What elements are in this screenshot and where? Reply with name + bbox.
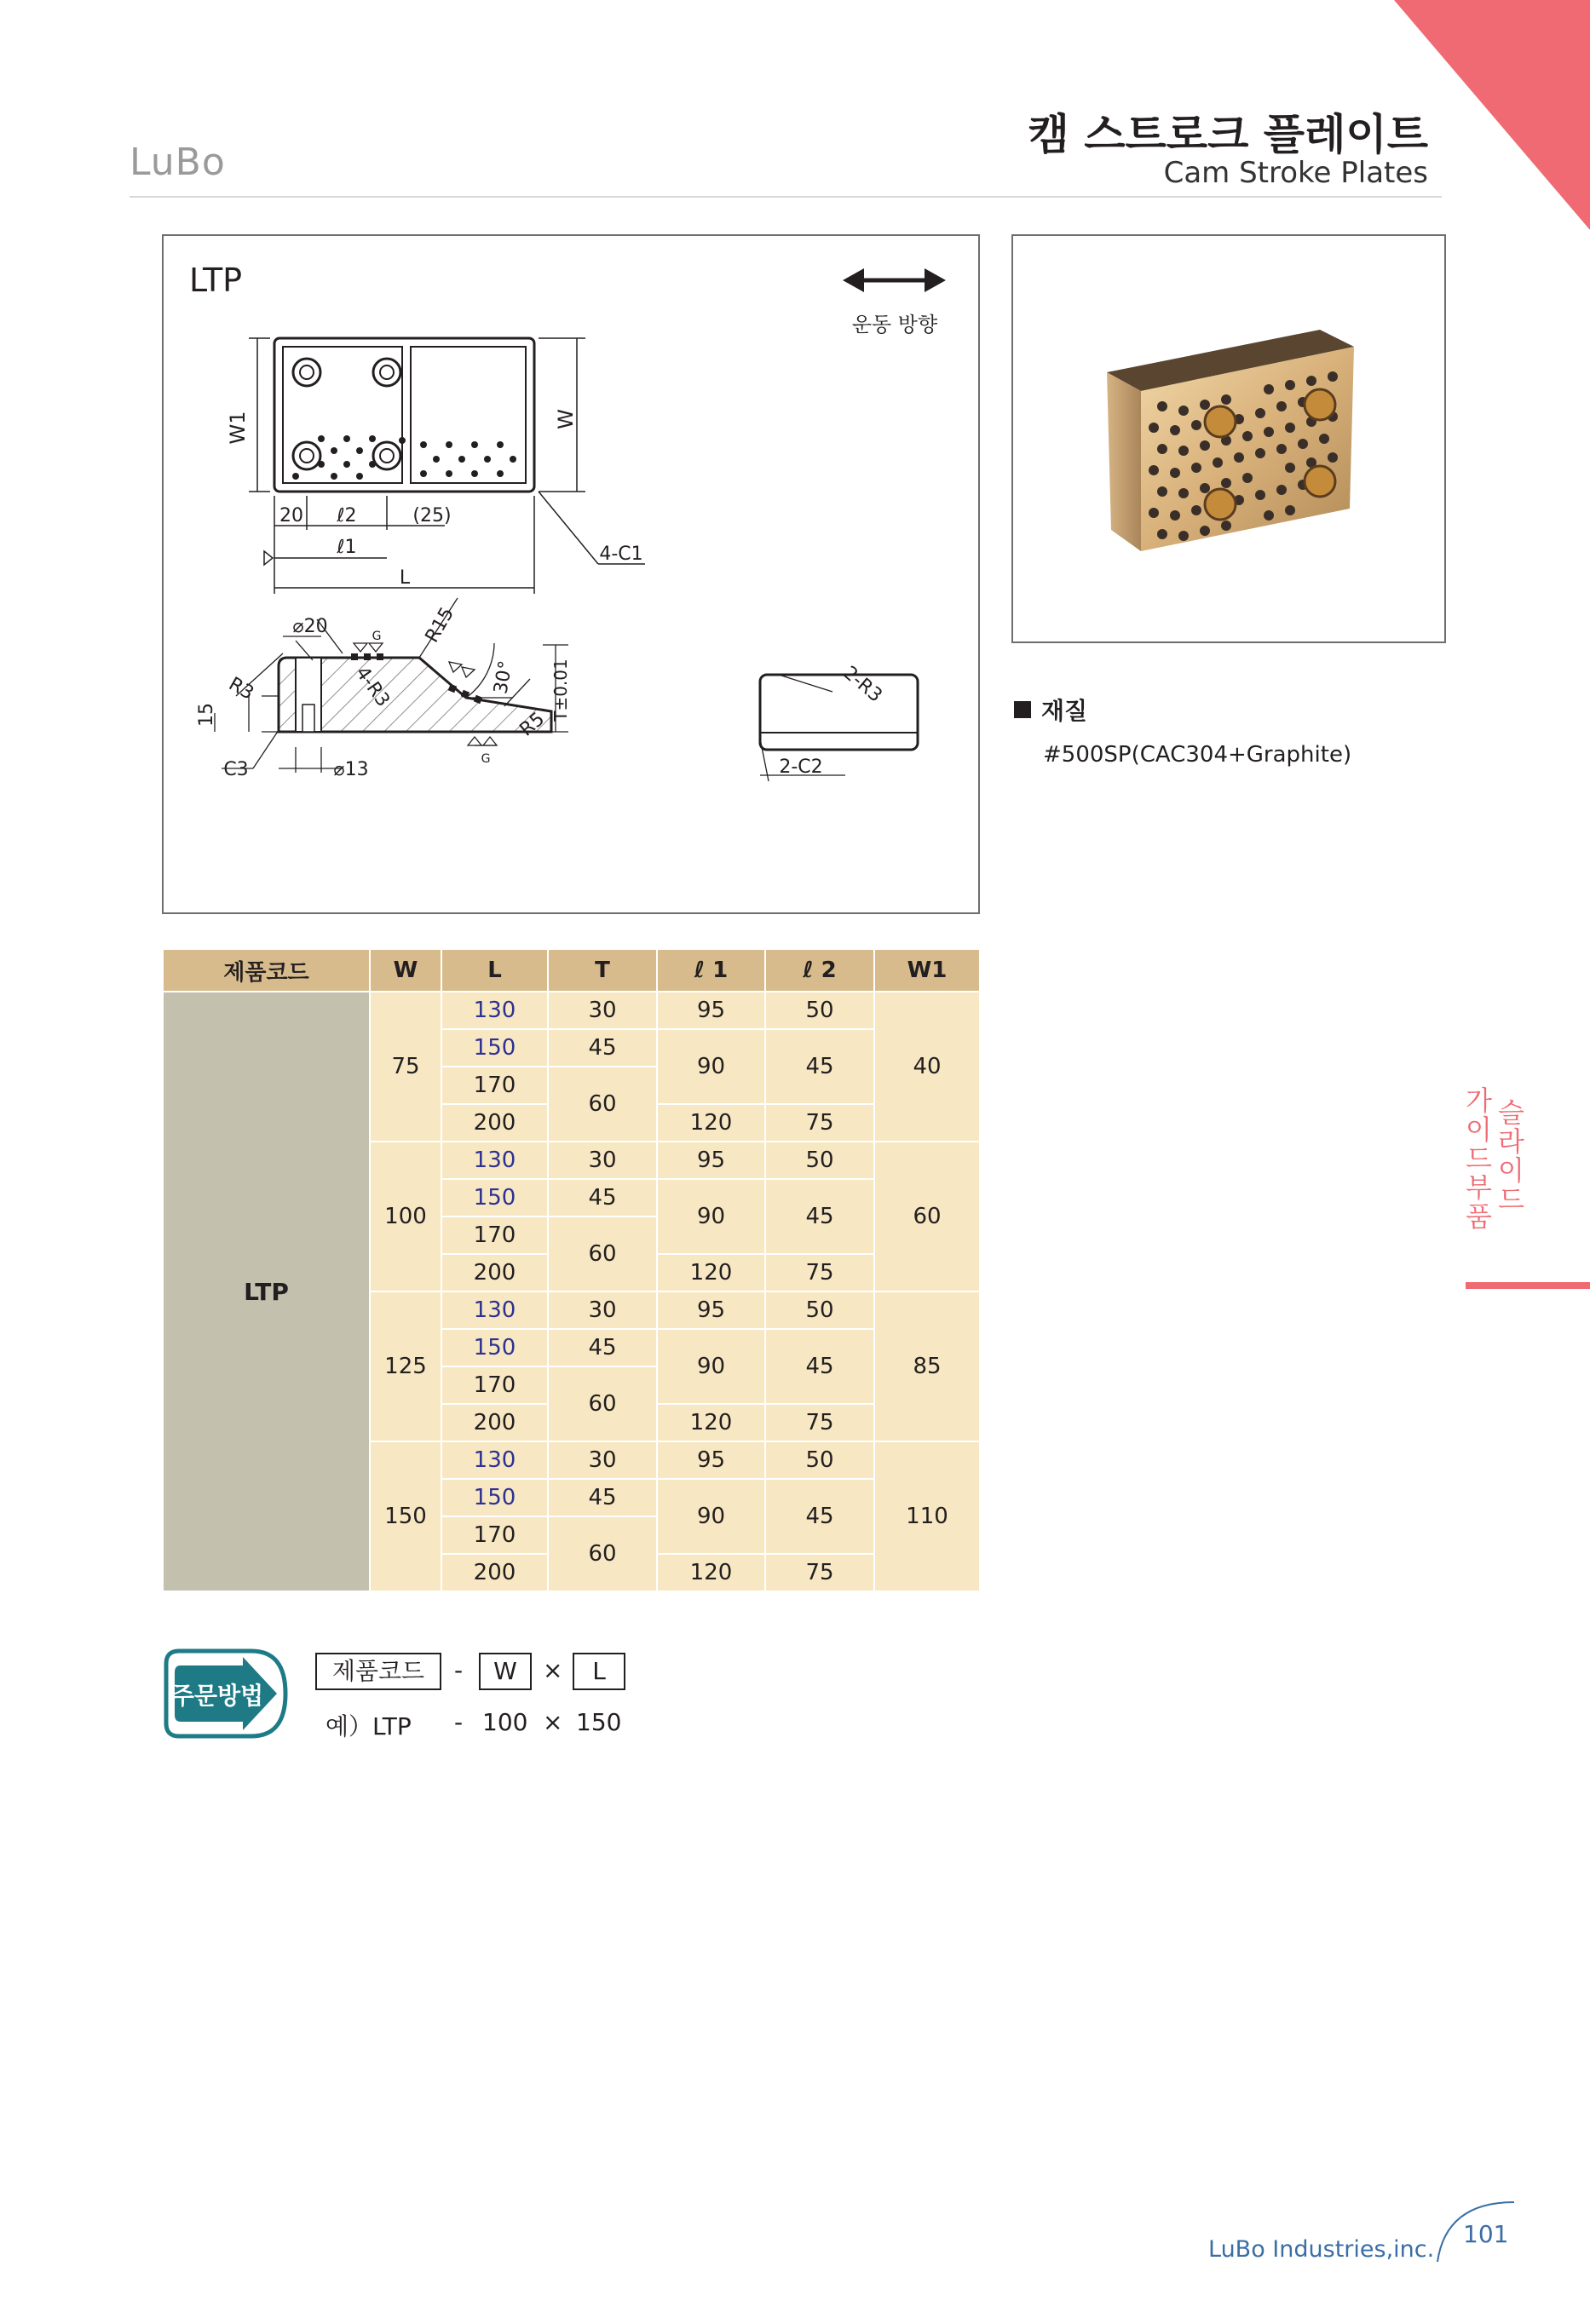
dim-l2: ℓ2 [337, 505, 357, 526]
w1-cell: 40 [874, 992, 980, 1142]
l1-cell: 120 [657, 1104, 765, 1142]
t-cell: 60 [548, 1366, 657, 1441]
order-method-badge [162, 1647, 290, 1740]
l-cell: 150 [441, 1479, 548, 1516]
format-times: × [543, 1656, 563, 1684]
l1-cell: 90 [657, 1329, 765, 1404]
t-cell: 60 [548, 1217, 657, 1291]
format-w-box: W [479, 1653, 532, 1690]
product-photo-panel [1011, 234, 1446, 643]
side-tab-char: 슬 [1498, 1096, 1524, 1129]
t-cell: 60 [548, 1067, 657, 1142]
order-badge-label: 주문방법 [170, 1682, 264, 1710]
l1-cell: 95 [657, 1441, 765, 1479]
col-header-l2: ℓ 2 [765, 949, 874, 992]
dim-20: 20 [279, 505, 303, 526]
dia20-label: ⌀20 [292, 616, 328, 637]
motion-direction-label: 운동 방향 [851, 313, 938, 337]
l-cell: 200 [441, 1104, 548, 1142]
double-arrow-icon [843, 268, 946, 292]
h15-label: 15 [196, 703, 217, 727]
dim-w1: W1 [226, 411, 250, 445]
l-cell: 170 [441, 1516, 548, 1554]
t-cell: 60 [548, 1516, 657, 1591]
section-side-tab [1466, 1086, 1551, 1291]
l1-cell: 120 [657, 1404, 765, 1441]
w1-cell: 85 [874, 1291, 980, 1441]
l2-cell: 50 [765, 1441, 874, 1479]
l-cell: 130 [441, 992, 548, 1029]
t-cell: 30 [548, 1441, 657, 1479]
l1-cell: 95 [657, 1142, 765, 1179]
angle-label: 30° [490, 659, 517, 696]
cam-stroke-plate-photo [1013, 236, 1444, 641]
col-header-l1: ℓ 1 [657, 949, 765, 992]
material-heading [1014, 693, 1351, 727]
side-tab-underline [1466, 1282, 1590, 1289]
t-cell: 45 [548, 1029, 657, 1067]
t-cell: 30 [548, 992, 657, 1029]
w1-cell: 110 [874, 1441, 980, 1591]
example-l: 150 [576, 1708, 622, 1736]
r15-label: R15 [421, 603, 459, 647]
t-cell: 30 [548, 1142, 657, 1179]
l-cell: 130 [441, 1291, 548, 1329]
top-view [249, 338, 645, 594]
side-tab-char: 이 [1466, 1113, 1492, 1146]
l-cell: 200 [441, 1554, 548, 1591]
l2-cell: 45 [765, 1179, 874, 1254]
chamfer-label: 4-C1 [599, 544, 643, 565]
example-times: × [543, 1708, 563, 1736]
side-tab-char: 이 [1498, 1154, 1524, 1187]
c2-label: 2-C2 [779, 756, 823, 778]
l2-cell: 75 [765, 1554, 874, 1591]
table-row [163, 992, 980, 1029]
example-dash: - [454, 1708, 464, 1736]
format-dash: - [454, 1656, 464, 1684]
l-cell: 150 [441, 1179, 548, 1217]
square-bullet-icon [1014, 701, 1031, 718]
format-l-box: L [573, 1653, 625, 1690]
l-cell: 170 [441, 1067, 548, 1104]
l1-cell: 90 [657, 1179, 765, 1254]
format-code-box: 제품코드 [315, 1653, 441, 1690]
l1-cell: 95 [657, 1291, 765, 1329]
col-header-l: L [441, 949, 548, 992]
l1-cell: 120 [657, 1554, 765, 1591]
side-tab-char: 드 [1498, 1183, 1524, 1216]
dim-l1: ℓ1 [337, 537, 357, 558]
t-tolerance-label: T±0.01 [550, 659, 571, 722]
l2-cell: 50 [765, 1291, 874, 1329]
w1-cell: 60 [874, 1142, 980, 1291]
l2-cell: 45 [765, 1479, 874, 1554]
r5-label: R5 [516, 708, 550, 741]
l2-cell: 75 [765, 1254, 874, 1291]
l2-cell: 75 [765, 1404, 874, 1441]
spec-table [162, 948, 981, 1592]
dia13-label: ⌀13 [333, 759, 369, 780]
col-header-t: T [548, 949, 657, 992]
l-cell: 150 [441, 1029, 548, 1067]
material-value: #500SP(CAC304+Graphite) [1043, 742, 1352, 768]
side-tab-char: 라 [1498, 1125, 1524, 1158]
model-label: LTP [189, 262, 243, 299]
t-cell: 45 [548, 1329, 657, 1366]
side-tab-char: 부 [1466, 1171, 1492, 1204]
t-cell: 45 [548, 1179, 657, 1217]
w-cell: 125 [370, 1291, 441, 1441]
page-title-english: Cam Stroke Plates [1163, 156, 1428, 190]
example-prefix: 예）LTP [325, 1712, 412, 1740]
dim-l: L [399, 567, 411, 589]
page-number: 101 [1463, 2220, 1509, 2248]
l2-cell: 45 [765, 1029, 874, 1104]
t-cell: 45 [548, 1479, 657, 1516]
l-cell: 150 [441, 1329, 548, 1366]
l2-cell: 45 [765, 1329, 874, 1404]
material-title: 재질 [1041, 697, 1088, 725]
l1-cell: 120 [657, 1254, 765, 1291]
l-cell: 130 [441, 1441, 548, 1479]
r2-label: 2-R3 [838, 662, 886, 707]
r4-label: 4-R3 [351, 663, 394, 711]
brand-logo: LuBo [130, 141, 226, 184]
l-cell: 130 [441, 1142, 548, 1179]
side-tab-char: 가 [1466, 1084, 1492, 1117]
l-cell: 200 [441, 1404, 548, 1441]
page-title-korean: 캠 스트로크 플레이트 [1028, 110, 1428, 159]
side-tab-slide [1498, 1098, 1524, 1214]
l1-cell: 90 [657, 1029, 765, 1104]
g-bottom-label: G [481, 752, 491, 766]
technical-drawing-panel [162, 234, 980, 914]
side-tab-char: 품 [1466, 1200, 1492, 1233]
table-header-row [163, 949, 980, 992]
dim-25: (25) [412, 505, 452, 526]
col-header-w1: W1 [874, 949, 980, 992]
side-tab-guide-parts [1466, 1086, 1492, 1231]
t-cell: 30 [548, 1291, 657, 1329]
col-header-code: 제품코드 [163, 949, 370, 992]
l2-cell: 50 [765, 1142, 874, 1179]
dim-w: W [554, 409, 578, 429]
l1-cell: 90 [657, 1479, 765, 1554]
w-cell: 150 [370, 1441, 441, 1591]
r3-label: R3 [225, 673, 257, 705]
l-cell: 170 [441, 1217, 548, 1254]
l2-cell: 50 [765, 992, 874, 1029]
g-top-label: G [372, 630, 382, 643]
side-section-view [215, 598, 568, 773]
w-cell: 100 [370, 1142, 441, 1291]
l1-cell: 95 [657, 992, 765, 1029]
example-w: 100 [482, 1708, 528, 1736]
product-code-cell: LTP [163, 992, 370, 1591]
l-cell: 170 [441, 1366, 548, 1404]
c3-label: C3 [223, 759, 249, 780]
l2-cell: 75 [765, 1104, 874, 1142]
w-cell: 75 [370, 992, 441, 1142]
material-section [1014, 693, 1351, 768]
footer-company: LuBo Industries,inc. [1208, 2236, 1435, 2263]
header-divider [130, 196, 1442, 198]
side-tab-char: 드 [1466, 1142, 1492, 1175]
l-cell: 200 [441, 1254, 548, 1291]
col-header-w: W [370, 949, 441, 992]
